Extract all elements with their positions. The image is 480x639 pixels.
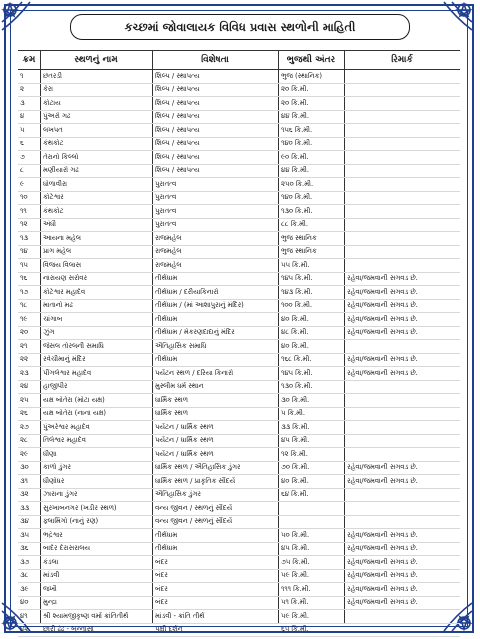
cell-feature: બંદર bbox=[155, 598, 168, 607]
table-row bbox=[18, 475, 460, 489]
cell-feature: ઐતિહાસિક સમાધિ bbox=[155, 341, 207, 350]
cell-serial: ૧૦ bbox=[20, 193, 28, 202]
cell-distance: ૫૧ કિ.મી. bbox=[281, 598, 309, 607]
cell-serial: ૧૭ bbox=[20, 287, 29, 296]
cell-distance: ૭૫ કિ.મી. bbox=[281, 557, 310, 566]
cell-feature: શિલ્પ / સ્થાપત્ય bbox=[155, 125, 200, 134]
cell-distance: ૪૪ કિ.મી. bbox=[281, 112, 309, 121]
cell-distance: ૪૪ કિ.મી. bbox=[281, 166, 309, 175]
table-row bbox=[18, 97, 460, 111]
cell-serial: ૩૦ bbox=[20, 463, 29, 472]
table-row bbox=[18, 556, 460, 570]
table-row bbox=[18, 543, 460, 557]
table-row bbox=[18, 192, 460, 206]
table-row bbox=[18, 610, 460, 624]
cell-serial: ૪ bbox=[20, 112, 25, 121]
cell-serial: ૧૯ bbox=[20, 314, 28, 323]
table-row bbox=[18, 448, 460, 462]
table-row bbox=[18, 489, 460, 503]
corner-ornament-icon bbox=[0, 0, 44, 44]
cell-serial: ૨૬ bbox=[20, 409, 28, 418]
table-row bbox=[18, 286, 460, 300]
cell-place: હાજીપીર bbox=[43, 382, 68, 391]
cell-place: બાદેર દેરાસરાલય bbox=[43, 544, 90, 553]
cell-place: પુંઅરેશ્વર મહાદેવ bbox=[43, 422, 90, 431]
cell-feature: શિલ્પ / સ્થાપત્ય bbox=[155, 166, 200, 175]
table-header bbox=[18, 52, 460, 68]
cell-feature: શિલ્પ / સ્થાપત્ય bbox=[155, 98, 200, 107]
table-body bbox=[18, 70, 460, 637]
cell-place: ચાંગાબ bbox=[43, 314, 63, 323]
cell-place: કંડલા bbox=[43, 557, 59, 566]
cell-place: નારાયણ સરોવર bbox=[43, 274, 88, 283]
cell-place: આયના મહેલ bbox=[43, 233, 81, 242]
cell-feature: તીર્થધામ bbox=[155, 544, 178, 553]
cell-distance: ૩૩ કિ.મી. bbox=[281, 422, 310, 431]
cell-serial: ૮ bbox=[20, 166, 24, 175]
cell-distance: ૪૦ કિ.મી. bbox=[281, 314, 309, 323]
cell-remark: રહેવા/જમવાની સગવડ છે. bbox=[347, 544, 418, 553]
cell-feature: મુસ્લીમ ધર્મ સ્થાન bbox=[155, 382, 204, 391]
cell-place: કોટેશ્વર મહાદેવ bbox=[43, 287, 86, 296]
cell-place: કેરા bbox=[43, 85, 53, 94]
cell-place: છતરડી bbox=[43, 71, 62, 80]
cell-feature: ધાર્મિક સ્થળ / ઐતિહાસિક ડુંગર bbox=[155, 463, 241, 472]
cell-serial: ૭ bbox=[20, 152, 25, 161]
cell-serial: ૩૬ bbox=[20, 544, 29, 553]
cell-feature: તીર્થધામ / (માં આશાપુરાનું મંદિર) bbox=[155, 301, 244, 310]
cell-feature: પર્યટન / ધાર્મિક સ્થળ bbox=[155, 449, 214, 458]
cell-distance: ૫૯ કિ.મી. bbox=[281, 571, 310, 580]
table-row bbox=[18, 340, 460, 354]
cell-remark: રહેવા/જમવાની સગવડ છે. bbox=[347, 476, 418, 485]
cell-serial: ૨૨ bbox=[20, 355, 28, 364]
table-row bbox=[18, 583, 460, 597]
cell-distance: ૫૯ કિ.મી. bbox=[281, 611, 310, 620]
cell-place: પીંગલેશ્વર મહાદેવ bbox=[43, 368, 92, 377]
cell-feature: પુરાતત્વ bbox=[155, 220, 177, 229]
cell-feature: વન્ય જીવન / સ્થળનું સૌંદર્ય bbox=[155, 517, 233, 526]
cell-serial: ૩૭ bbox=[20, 557, 30, 566]
cell-distance: ૫૦ કિ.મી. bbox=[281, 530, 310, 539]
table-row bbox=[18, 219, 460, 233]
cell-remark: રહેવા/જમવાની સગવડ છે. bbox=[347, 274, 418, 283]
cell-place: યક્ષ બોતેરા (મોટા યક્ષ) bbox=[43, 395, 105, 404]
cell-place: અંધૌ bbox=[43, 220, 56, 229]
cell-feature: પક્ષી દર્શન bbox=[155, 625, 183, 634]
cell-distance: ૪૦ કિ.મી. bbox=[281, 476, 309, 485]
cell-serial: ૩૮ bbox=[20, 571, 29, 580]
cell-place: ફ્લામિંગો (નાનું રણ) bbox=[43, 517, 99, 526]
cell-distance: ૫૫ કિ.મી. bbox=[281, 260, 310, 269]
table-row bbox=[18, 300, 460, 314]
cell-serial: ૨૧ bbox=[20, 341, 28, 350]
cell-remark: રહેવા/જમવાની સગવડ છે. bbox=[347, 463, 418, 472]
table-row bbox=[18, 151, 460, 165]
cell-place: પુંઅરો ગઢ bbox=[43, 112, 71, 121]
table-row bbox=[18, 516, 460, 530]
cell-distance: ૪૮ કિ.મી. bbox=[281, 328, 309, 337]
table-row bbox=[18, 327, 460, 341]
cell-feature: ધાર્મિક સ્થળ / પ્રાકૃતિક સૌંદર્ય bbox=[155, 476, 236, 485]
cell-place: કંથકોટ bbox=[43, 139, 64, 148]
cell-remark: રહેવા/જમવાની સગવડ છે. bbox=[347, 314, 418, 323]
cell-serial: ૫ bbox=[20, 125, 25, 134]
cell-feature: બંદર bbox=[155, 571, 168, 580]
cell-serial: ૧૪ bbox=[20, 247, 28, 256]
cell-distance: ૧૩૦ કિ.મી. bbox=[281, 206, 313, 215]
cell-distance: ૬૫ કિ.મી. bbox=[281, 625, 309, 634]
corner-ornament-icon bbox=[430, 0, 474, 44]
cell-distance: ૧૩૦ કિ.મી. bbox=[281, 382, 313, 391]
cell-serial: ૩ bbox=[20, 98, 25, 107]
cell-place: લખપત bbox=[43, 125, 63, 134]
cell-place: શ્રી શ્યામજીકૃષ્ણ વર્મા ક્રાંતિતીર્થ bbox=[43, 611, 129, 620]
cell-serial: ૩૨ bbox=[20, 490, 29, 499]
cell-place: તિલેશ્વર મહાદેવ bbox=[43, 436, 86, 445]
header-feature: વિશેષતા bbox=[201, 55, 229, 65]
cell-distance: ૧૨ કિ.મી. bbox=[281, 449, 308, 458]
cell-distance: ૪૦ કિ.મી. bbox=[281, 341, 309, 350]
header-serial: ક્રમ bbox=[22, 55, 36, 65]
page-title: કચ્છમાં જોવાલાયક વિવિધ પ્રવાસ સ્થળોની માહિતી bbox=[70, 14, 410, 40]
cell-place: કાળો ડુંગર bbox=[43, 463, 71, 472]
cell-serial: ૪૨ bbox=[20, 625, 29, 634]
table-row bbox=[18, 421, 460, 435]
cell-distance: ૧૪૦ કિ.મી. bbox=[281, 193, 313, 202]
table-row bbox=[18, 529, 460, 543]
table-row bbox=[18, 570, 460, 584]
cell-place: કોટાય bbox=[43, 98, 61, 107]
table-row bbox=[18, 354, 460, 368]
cell-feature: બંદર bbox=[155, 584, 168, 593]
cell-place: ધીણા bbox=[43, 449, 57, 458]
cell-serial: ૨૭ bbox=[20, 422, 29, 431]
cell-place: ધીણોધર bbox=[43, 476, 65, 485]
cell-distance: ૯૦ કિ.મી. bbox=[281, 152, 309, 161]
cell-remark: રહેવા/જમવાની સગવડ છે. bbox=[347, 598, 418, 607]
cell-place: યક્ષ બોતેરા (નાના યક્ષ) bbox=[43, 409, 107, 418]
cell-serial: ૨૫ bbox=[20, 395, 29, 404]
cell-distance: ૪૫ કિ.મી. bbox=[281, 436, 310, 445]
cell-distance: ૧૪૫ કિ.મી. bbox=[281, 368, 313, 377]
table-row bbox=[18, 70, 460, 84]
cell-remark: રહેવા/જમવાની સગવડ છે. bbox=[347, 557, 418, 566]
cell-distance: ૪૫ કિ.મી. bbox=[281, 544, 310, 553]
cell-feature: પુરાતત્વ bbox=[155, 179, 177, 188]
cell-serial: ૧૩ bbox=[20, 233, 28, 242]
cell-distance: ૬૪ કિ.મી. bbox=[281, 490, 309, 499]
cell-feature: તીર્થધામ bbox=[155, 530, 178, 539]
table-row bbox=[18, 462, 460, 476]
cell-serial: ૩૫ bbox=[20, 530, 29, 539]
cell-place: મુન્દ્રા bbox=[43, 598, 57, 607]
cell-feature: રાજમહેલ bbox=[155, 233, 182, 242]
table-row bbox=[18, 165, 460, 179]
cell-distance: ૧૬૮ કિ.મી. bbox=[281, 355, 312, 364]
table-row bbox=[18, 124, 460, 138]
cell-feature: રાજમહેલ bbox=[155, 247, 182, 256]
cell-feature: પર્યટન સ્થળ / દરિયા કિનારો bbox=[155, 368, 234, 377]
table-row bbox=[18, 381, 460, 395]
cell-distance: ૧૦૦ કિ.મી. bbox=[281, 301, 313, 310]
cell-remark: રહેવા/જમવાની સગવડ છે. bbox=[347, 571, 418, 580]
cell-remark: રહેવા/જમવાની સગવડ છે. bbox=[347, 368, 418, 377]
cell-remark: રહેવા/જમવાની સગવડ છે. bbox=[347, 301, 418, 310]
cell-distance: ૧૧૧ કિ.મી. bbox=[281, 584, 311, 593]
cell-distance: ભુજ સ્થાનિક bbox=[281, 233, 317, 242]
cell-remark: રહેવા/જમવાની સગવડ છે. bbox=[347, 287, 418, 296]
cell-place: માતાનો મઢ bbox=[43, 301, 73, 310]
cell-remark: રહેવા/જમવાની સગવડ છે. bbox=[347, 328, 418, 337]
cell-feature: શિલ્પ / સ્થાપત્ય bbox=[155, 139, 200, 148]
cell-place: ધોળાવીરા bbox=[43, 179, 68, 188]
cell-serial: ૨૩ bbox=[20, 368, 29, 377]
cell-place: કંથકોટ bbox=[43, 206, 64, 215]
cell-serial: ૩૯ bbox=[20, 584, 29, 593]
header-remark: રિમાર્ક bbox=[391, 55, 413, 65]
cell-serial: ૩૧ bbox=[20, 476, 28, 485]
cell-feature: તીર્થધામ / મેકરણદાદાનું મંદિર bbox=[155, 328, 235, 337]
cell-feature: પર્યટન / ધાર્મિક સ્થળ bbox=[155, 422, 214, 431]
cell-serial: ૨૦ bbox=[20, 328, 29, 337]
cell-distance: ૮૮ કિ.મી. bbox=[281, 220, 309, 229]
cell-distance: ૧૪૩ કિ.મી. bbox=[281, 287, 313, 296]
table-row bbox=[18, 111, 460, 125]
cell-feature: પુરાતત્વ bbox=[155, 206, 177, 215]
cell-place: ભદ્રેશ્વર bbox=[43, 530, 63, 539]
cell-place: છારી ઢંઢ - બન્નાસા bbox=[43, 625, 94, 634]
table-row bbox=[18, 408, 460, 422]
cell-feature: માંડવી - ક્રાંતિ તીર્થ bbox=[155, 611, 205, 620]
cell-place: વિજય વિલાસ bbox=[43, 260, 82, 269]
cell-place: માંડવી bbox=[43, 571, 60, 580]
cell-serial: ૩૩ bbox=[20, 503, 30, 512]
table-row bbox=[18, 246, 460, 260]
cell-place: ઝુંગ bbox=[43, 328, 55, 337]
table-row bbox=[18, 259, 460, 273]
places-table bbox=[18, 50, 460, 634]
cell-distance: ૭૦ કિ.મી. bbox=[281, 463, 310, 472]
table-row bbox=[18, 273, 460, 287]
cell-distance: ૧૪૫ કિ.મી. bbox=[281, 274, 313, 283]
cell-feature: ઐતિહાસિક ડુંગર bbox=[155, 490, 201, 499]
cell-distance: ૧૫૬ કિ.મી. bbox=[281, 125, 313, 134]
table-row bbox=[18, 367, 460, 381]
cell-place: પ્રાગ મહેલ bbox=[43, 247, 71, 256]
cell-feature: પુરાતત્વ bbox=[155, 193, 177, 202]
cell-distance: ૨૫૦ કિ.મી. bbox=[281, 179, 314, 188]
cell-distance: ભુજ સ્થાનિક bbox=[281, 247, 317, 256]
table-row bbox=[18, 138, 460, 152]
cell-serial: ૧૮ bbox=[20, 301, 28, 310]
cell-place: રવેચીમાનું મંદિર bbox=[43, 355, 86, 364]
cell-serial: ૧૬ bbox=[20, 274, 28, 283]
cell-distance: ૧૪૦ કિ.મી. bbox=[281, 139, 313, 148]
header-distance: ભુજથી અંતર bbox=[286, 55, 336, 65]
cell-feature: તીર્થધામ bbox=[155, 314, 178, 323]
cell-distance: ૨૦ કિ.મી. bbox=[281, 98, 309, 107]
cell-place: ઝારાના ડુંગર bbox=[43, 490, 78, 499]
header-place: સ્થળનું નામ bbox=[74, 55, 118, 65]
cell-feature: શિલ્પ / સ્થાપત્ય bbox=[155, 85, 200, 94]
cell-feature: શિલ્પ / સ્થાપત્ય bbox=[155, 112, 200, 121]
cell-feature: તીર્થધામ bbox=[155, 355, 178, 364]
cell-serial: ૨ bbox=[20, 85, 24, 94]
table-top-rule bbox=[18, 50, 460, 51]
cell-distance: ભુજ (સ્થાનિક) bbox=[281, 71, 322, 80]
cell-feature: શિલ્પ / સ્થાપત્ય bbox=[155, 71, 200, 80]
cell-serial: ૪૧ bbox=[20, 611, 28, 620]
table-row bbox=[18, 394, 460, 408]
cell-serial: ૨૮ bbox=[20, 436, 28, 445]
cell-remark: રહેવા/જમવાની સગવડ છે. bbox=[347, 355, 418, 364]
cell-feature: વન્ય જીવન / સ્થળનું સૌંદર્ય bbox=[155, 503, 233, 512]
cell-serial: ૨૯ bbox=[20, 449, 29, 458]
cell-distance: ૫ કિ.મી. bbox=[281, 409, 306, 418]
table-row bbox=[18, 313, 460, 327]
table-row bbox=[18, 597, 460, 611]
cell-place: જેસલ તોરલની સમાધિ bbox=[43, 341, 104, 350]
cell-remark: રહેવા/જમવાની સગવડ છે. bbox=[347, 530, 418, 539]
cell-serial: ૧ bbox=[20, 71, 24, 80]
cell-place: કોટેશ્વર bbox=[43, 193, 64, 202]
cell-serial: ૧૧ bbox=[20, 206, 27, 215]
table-row bbox=[18, 232, 460, 246]
cell-distance: ૨૦ કિ.મી. bbox=[281, 85, 309, 94]
cell-feature: ધાર્મિક સ્થળ bbox=[155, 409, 188, 418]
table-row bbox=[18, 205, 460, 219]
cell-serial: ૯ bbox=[20, 179, 25, 188]
cell-feature: રાજમહેલ bbox=[155, 260, 182, 269]
table-row bbox=[18, 435, 460, 449]
table-row bbox=[18, 502, 460, 516]
cell-serial: ૨૪ bbox=[20, 382, 29, 391]
cell-place: મણીયારો ગઢ bbox=[43, 166, 79, 175]
cell-feature: બંદર bbox=[155, 557, 168, 566]
cell-serial: ૧૨ bbox=[20, 220, 28, 229]
cell-feature: પર્યટન / ધાર્મિક સ્થળ bbox=[155, 436, 214, 445]
cell-serial: ૧૫ bbox=[20, 260, 28, 269]
cell-place: જખૌ bbox=[43, 584, 57, 593]
cell-place: સુરખાબનગર (ખડીર સ્થળ) bbox=[43, 503, 117, 512]
cell-serial: ૪૦ bbox=[20, 598, 29, 607]
cell-serial: ૩૪ bbox=[20, 517, 29, 526]
cell-place: તેરાનો કિલ્લો bbox=[43, 152, 79, 161]
table-row bbox=[18, 84, 460, 98]
cell-feature: તીર્થધામ / દરીયાકિનારો bbox=[155, 287, 219, 296]
cell-remark: રહેવા/જમવાની સગવડ છે. bbox=[347, 584, 418, 593]
cell-feature: ધાર્મિક સ્થળ bbox=[155, 395, 188, 404]
cell-serial: ૬ bbox=[20, 139, 24, 148]
table-row bbox=[18, 178, 460, 192]
cell-distance: ૩૦ કિ.મી. bbox=[281, 395, 310, 404]
table-row bbox=[18, 624, 460, 638]
cell-feature: શિલ્પ / સ્થાપત્ય bbox=[155, 152, 200, 161]
cell-feature: તીર્થધામ bbox=[155, 274, 178, 283]
